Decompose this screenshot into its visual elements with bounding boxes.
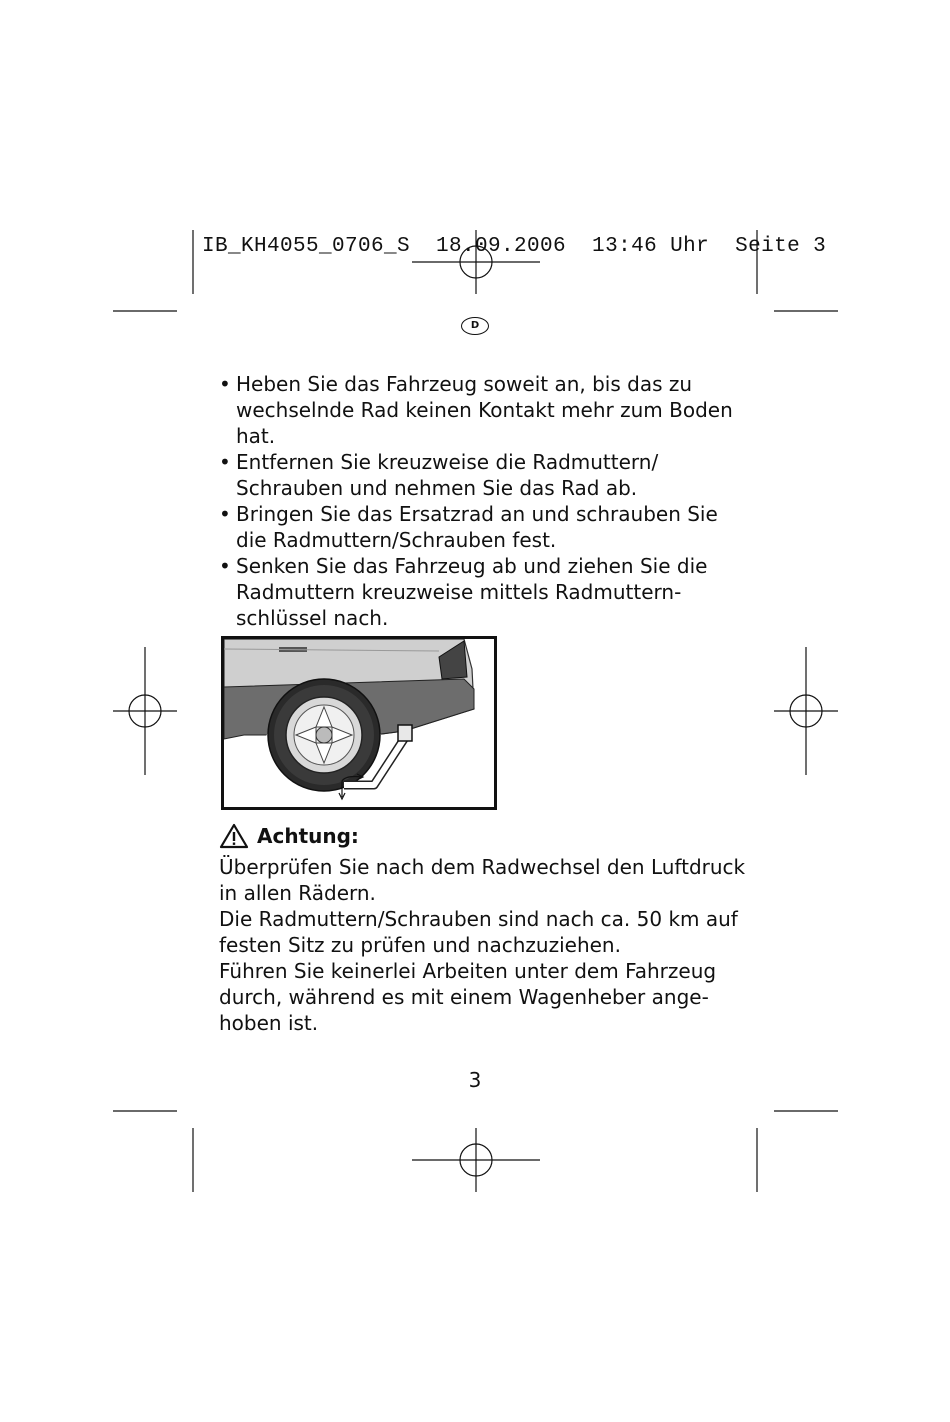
step-text: Heben Sie das Fahrzeug soweit an, bis das zu wechselnde Rad keinen Kontakt mehr zum Boden hat.	[236, 372, 733, 448]
list-item	[219, 371, 739, 449]
list-item	[219, 553, 739, 631]
step-text: Bringen Sie das Ersatzrad an und schrauben Sie die Radmuttern/Schrauben fest.	[236, 502, 718, 552]
warning-paragraph: Überprüfen Sie nach dem Radwechsel den Luftdruck in allen Rädern.	[219, 855, 746, 905]
step-text: Senken Sie das Fahrzeug ab und ziehen Sie die Radmuttern kreuzweise mittels Radmuttern-schlüssel nach.	[236, 554, 708, 630]
warning-title: Achtung:	[257, 824, 359, 848]
warning-paragraph: Die Radmuttern/Schrauben sind nach ca. 50 km auf festen Sitz zu prüfen und nachzuziehen.	[219, 907, 738, 957]
list-item	[219, 501, 739, 553]
language-badge: D	[461, 317, 489, 335]
page-number: 3	[468, 1068, 482, 1092]
warning-section	[219, 818, 749, 1036]
print-slug-header: IB_KH4055_0706_S 18.09.2006 13:46 Uhr Seite 3	[202, 235, 827, 258]
bullet-icon: •	[219, 554, 231, 578]
warning-triangle-icon	[219, 823, 249, 849]
step-text: Entfernen Sie kreuzweise die Radmuttern/ Schrauben und nehmen Sie das Rad ab.	[236, 450, 659, 500]
car-wheel-wrench-illustration	[221, 636, 497, 810]
bullet-icon: •	[219, 502, 231, 526]
warning-paragraph: Führen Sie keinerlei Arbeiten unter dem Fahrzeug durch, während es mit einem Wagenheber ange-hoben ist.	[219, 959, 717, 1035]
bullet-icon: •	[219, 372, 231, 396]
instruction-list	[219, 371, 739, 631]
wheel-change-drawing	[224, 639, 494, 807]
list-item	[219, 449, 739, 501]
warning-title-row	[219, 818, 749, 854]
bullet-icon: •	[219, 450, 231, 474]
